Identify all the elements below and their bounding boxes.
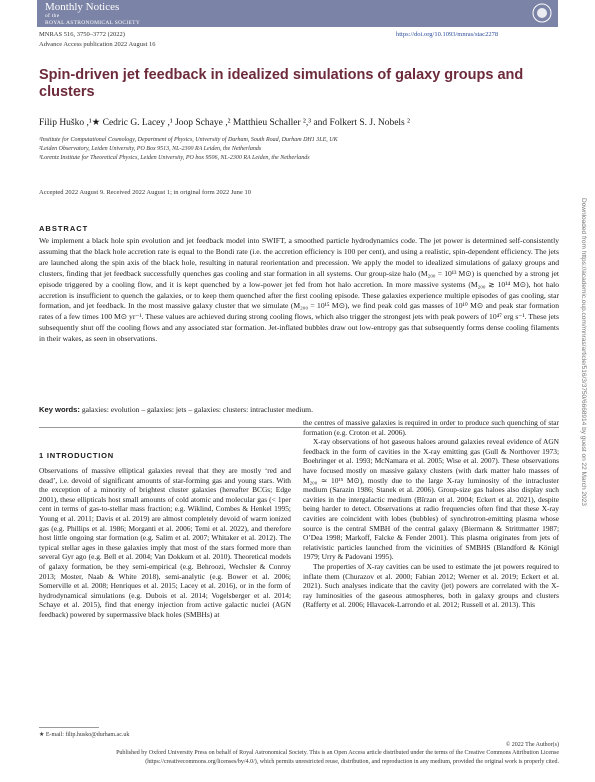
journal-of: of the: [45, 13, 60, 19]
copyright: © 2022 The Author(s): [505, 742, 559, 748]
paragraph: The properties of X-ray cavities can be used to estimate the jet powers required to inflate them (Churazov et al. 2000; Fabian 2012; Werner et al. 2019; Eckert et al. 2021). Such analyses indicate that the cavity (jet) powers are correlated with the X-ray luminosities of the gaseous atmospheres, both in galaxy groups and clusters (Rafferty et al. 2006; Hlavacek-Larrondo et al. 2012; Russell et al. 2013). This: [303, 561, 559, 610]
keywords: [39, 405, 559, 414]
keywords-label: Key words:: [39, 405, 80, 414]
affiliation-3: ³Lorentz Institute for Theoretical Physics, Leiden University, PO box 9506, NL-2300 RA Leiden, the Netherlands: [39, 155, 310, 161]
paragraph: Observations of massive elliptical galaxies reveal that they are mostly ‘red and dead’, i.e. devoid of significant amounts of star-forming gas and young stars. With the exception of a minority of brightest cluster galaxies (hereafter BCGs; Edge 2001), these ellipticals host small amounts of cold atomic and molecular gas (< 1per cent in terms of gas-to-stellar mass fraction; e.g. Wiklind, Combes & Henkel 1995; Young et al. 2011; Davis et al. 2019) are almost completely devoid of warm ionized gas (e.g. Phillips et al. 1986; Morganti et al. 2006; Temi et al. 2022), and therefore host little ongoing star formation (e.g. Salim et al. 2007; Whitaker et al. 2012). The typical stellar ages in these galaxies imply that most of the stars formed more than several Gyr ago (e.g. Bell et al. 2004; Van Dokkum et al. 2010). Theoretical models of galaxy formation, be they semi-empirical (e.g. Behroozi, Wechsler & Conroy 2013; Moster, Naab & White 2018), semi-analytic (e.g. Bower et al. 2006; Somerville et al. 2008; Henriques et al. 2015; Lacey et al. 2016), or in the form of hydrodynamical simulations (e.g. Dubois et al. 2014; Vogelsberger et al. 2014; Schaye et al. 2015), find that energy injection from active galactic nuclei (AGN feedback) powered by supermassive black holes (SMBHs) at: [39, 466, 291, 619]
abstract-text: We implement a black hole spin evolution and jet feedback model into SWIFT, a smoothed particle hydrodynamics code. The jet power is determined self-consistently assuming that the black hole accretion rate is equal to the Bondi rate (i.e. the accretion efficiency is 100 per cent), and using a realistic, spin-dependent efficiency. The jets are launched along the spin axis of the black hole, resulting in natural reorientation and precession. We apply the model to idealized simulations of galaxy groups and clusters, finding that jet feedback successfully quenches gas cooling and star formation in all systems. Our group-size halo (M₂₀₀ = 10¹³ M⊙) is quenched by a strong jet episode triggered by a cooling flow, and it is kept quenched by a low-power jet fed from hot halo accretion. In more massive systems (M₂₀₀ ≳ 10¹⁴ M⊙), hot halo accretion is insufficient to quench the galaxies, or to keep them quenched after the first cooling episode. These galaxies experience multiple episodes of gas cooling, star formation, and jet feedback. In the most massive galaxy cluster that we simulate (M₂₀₀ = 10¹⁵ M⊙), we find peak cold gas masses of 10¹⁰ M⊙ and peak star formation rates of a few times 100 M⊙ yr⁻¹. These values are achieved during strong cooling flows, which also trigger the strongest jets with peak powers of 10⁴⁷ erg s⁻¹. These jets subsequently shut off the cooling flows and any associated star formation. Jet-inflated bubbles draw out low-entropy gas that subsequently forms dense cooling filaments in their wakes, as seen in observations.: [39, 236, 559, 344]
license-text: Published by Oxford University Press on behalf of Royal Astronomical Society. This is an Open Access article distributed under the terms of the Creative Commons Attribution License (https://creativecommons.org/licenses/by/4.0/), which permits unrestricted reuse, distribution, and reproduction in any medium, provided the original work is properly cited.: [116, 750, 559, 765]
email-footnote[interactable]: ★ E-mail: filip.husko@durham.ac.uk: [39, 732, 130, 738]
doi-link[interactable]: https://doi.org/10.1093/mnras/stac2278: [396, 31, 499, 38]
affiliation-1: ¹Institute for Computational Cosmology, Department of Physics, University of Durham, South Road, Durham DH1 3LE, UK: [39, 137, 338, 143]
paragraph: X-ray observations of hot gaseous haloes around galaxies reveal evidence of AGN feedback in the form of cavities in the X-ray emitting gas (Gull & Northover 1973; Boehringer et al. 1993; McNamara et al. 2005; Wise et al. 2007). These observations have focused mostly on massive galaxy clusters (with dark matter halo masses of M₂₀₀ ≃ 10¹⁵ M⊙), mostly due to the large X-ray luminosity of the intracluster medium (Sarazin 1986; Stanek et al. 2006). Group-size gas haloes also display such cavities in the intergalactic medium (Bîrzan et al. 2004; Eckert et al. 2021), despite being harder to detect. Observations at radio frequencies often find that these X-ray cavities are coincident with lobes (bubbles) of synchrotron-emitting plasma whose source is the central SMBH of the central galaxy (Biermann & Strittmatter 1987; O’Dea 1998; Markoff, Falcke & Fender 2001). This plasma originates from jets of relativistic particles launched from the vicinities of SMBHS (Blandford & Königl 1979; Urry & Padovani 1995).: [303, 437, 559, 562]
advance-access: Advance Access publication 2022 August 16: [39, 41, 156, 48]
society-seal-icon: [532, 3, 552, 23]
footnote-divider: [39, 727, 99, 728]
body-column-left: [39, 466, 291, 731]
journal-society: ROYAL ASTRONOMICAL SOCIETY: [45, 19, 141, 26]
journal-banner: [37, 0, 558, 27]
abstract-heading: ABSTRACT: [39, 224, 89, 233]
body-column-right: [303, 418, 559, 708]
affiliation-2: ²Leiden Observatory, Leiden University, PO Box 9513, NL-2300 RA Leiden, the Netherlands: [39, 146, 262, 152]
author-list: [39, 117, 410, 128]
section-heading: 1 INTRODUCTION: [39, 451, 114, 460]
download-watermark: [578, 198, 590, 758]
license-footer: [89, 741, 559, 766]
keywords-text: galaxies: evolution – galaxies: jets – galaxies: clusters: intracluster medium.: [81, 405, 313, 414]
paper-title: Spin-driven jet feedback in idealized simulations of galaxy groups and clusters: [39, 67, 524, 100]
journal-title: Monthly Notices: [45, 1, 120, 13]
publication-dates: Accepted 2022 August 9. Received 2022 August 1; in original form 2022 June 10: [39, 189, 251, 196]
citation: MNRAS 516, 3750–3772 (2022): [39, 31, 125, 38]
author-names: Filip Huško ,¹★ Cedric G. Lacey ,¹ Joop Schaye ,² Matthieu Schaller ²,³ and Folkert S. J. Nobels ²: [39, 118, 410, 128]
paragraph: the centres of massive galaxies is required in order to produce such quenching of star formation (e.g. Croton et al. 2006).: [303, 418, 559, 437]
journal-name: [45, 2, 140, 26]
download-watermark-text: Downloaded from https://academic.oup.com/mnras/article/516/3/3750/6668914 by guest on 22 March 2023: [580, 198, 587, 506]
